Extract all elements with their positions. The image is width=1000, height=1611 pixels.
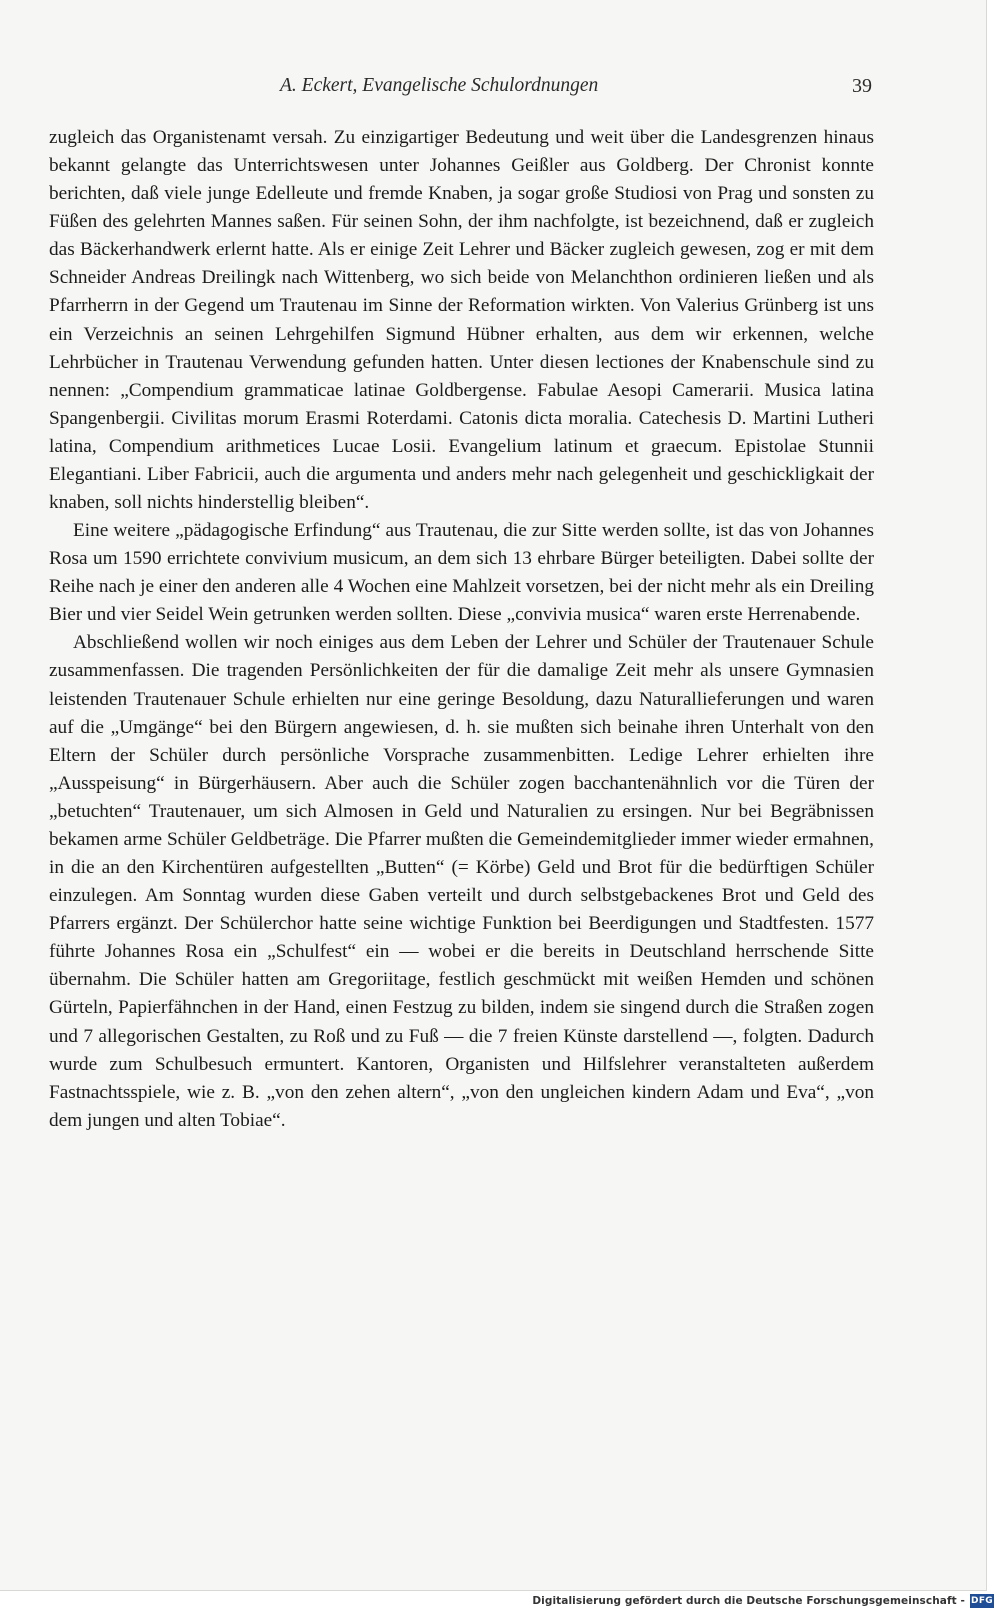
paragraph-continuation: zugleich das Organistenamt versah. Zu einzigartiger Bedeutung und weit über die Landesgrenzen hinaus bekannt gelangte das Unterrichtswesen unter Johannes Geißler aus Goldberg. Der Chronist konnte berichten, daß viele junge Edelleute und fremde Knaben, ja sogar große Studiosi von Prag und sonsten zu Füßen des gelehrten Mannes saßen. Für seinen Sohn, der ihm nachfolgte, ist bezeichnend, daß er zugleich das Bäckerhandwerk erlernt hatte. Als er einige Zeit Lehrer und Bäcker zugleich gewesen, zog er mit dem Schneider Andreas Dreilingk nach Wittenberg, wo sich beide von Melanchthon ordinieren ließen und als Pfarrherrn in der Gegend um Trautenau im Sinne der Reformation wirkten. Von Valerius Grünberg ist uns ein Verzeichnis an seinen Lehrgehilfen Sigmund Hübner erhalten, aus dem wir erkennen, welche Lehrbücher in Trautenau Verwendung gefunden hatten. Unter diesen lectiones der Knabenschule sind zu nennen: „Compendium grammaticae latinae Goldbergense. Fabulae Aesopi Camerarii. Musica latina Spangenbergii. Civilitas morum Erasmi Roterdami. Catonis dicta moralia. Catechesis D. Martini Lutheri latina, Compendium arithmetices Lucae Losii. Evangelium latinum et graecum. Epistolae Stunnii Elegantiani. Liber Fabricii, auch die argumenta und anders mehr nach gelegenheit und geschickligkait der knaben, soll nichts hinderstellig bleiben“. — [49, 127, 874, 514]
digitization-credit — [532, 1594, 994, 1608]
credit-text: Digitalisierung gefördert durch die Deutsche Forschungsgemeinschaft - — [532, 1595, 965, 1607]
dfg-logo-icon: DFG — [971, 1596, 993, 1606]
paragraph-school-life: Abschließend wollen wir noch einiges aus dem Leben der Lehrer und Schüler der Trautenauer Schule zusammenfassen. Die tragenden Persönlichkeiten der für die damalige Zeit mehr als unsere Gymnasien leistenden Trautenauer Schule erhielten nur eine geringe Besoldung, dazu Naturallieferungen und waren auf die „Umgänge“ bei den Bürgern angewiesen, d. h. sie mußten sich beinahe ihren Unterhalt von den Eltern der Schüler durch persönliche Vorsprache zusammenbitten. Ledige Lehrer erhielten ihre „Ausspeisung“ in Bürgerhäusern. Aber auch die Schüler zogen bacchantenähnlich vor die Türen der „betuchten“ Trautenauer, um sich Almosen in Geld und Naturalien zu ersingen. Nur bei Begräbnissen bekamen arme Schüler Geldbeträge. Die Pfarrer mußten die Gemeindemitglieder immer wieder ermahnen, in die an den Kirchentüren aufgestellten „Butten“ (= Körbe) Geld und Brot für die bedürftigen Schüler einzulegen. Am Sonntag wurden diese Gaben verteilt und durch selbstgebackenes Brot und Geld des Pfarrers ergänzt. Der Schülerchor hatte seine wichtige Funktion bei Beerdigungen und Stadtfesten. 1577 führte Johannes Rosa ein „Schulfest“ ein — wobei er die bereits in Deutschland herrschende Sitte übernahm. Die Schüler hatten am Gregoriitage, festlich geschmückt mit weißen Hemden und schönen Gürteln, Papierfähnchen in der Hand, einen Festzug zu bilden, indem sie singend durch die Straßen zogen und 7 allegorischen Gestalten, zu Roß und zu Fuß — die 7 freien Künste darstellend —, folgten. Dadurch wurde zum Schulbesuch ermuntert. Kantoren, Organisten und Hilfslehrer veranstalteten außerdem Fastnachtsspiele, wie z. B. „von den zehen altern“, „von den ungleichen kindern Adam und Eva“, „von dem jungen und alten Tobiae“. — [49, 632, 874, 1131]
page-header — [50, 75, 872, 105]
page-number: 39 — [852, 75, 872, 97]
body-text — [49, 124, 874, 1135]
paragraph-convivium: Eine weitere „pädagogische Erfindung“ aus Trautenau, die zur Sitte werden sollte, ist das von Johannes Rosa um 1590 errichtete convivium musicum, an dem sich 13 ehrbare Bürger beteiligten. Dabei sollte der Reihe nach je einer den anderen alle 4 Wochen eine Mahlzeit vorsetzen, bei der nicht mehr als ein Dreiling Bier und vier Seidel Wein getrunken werden sollten. Diese „convivia musica“ waren erste Herrenabende. — [49, 520, 874, 626]
running-title: A. Eckert, Evangelische Schulordnungen — [280, 75, 599, 96]
